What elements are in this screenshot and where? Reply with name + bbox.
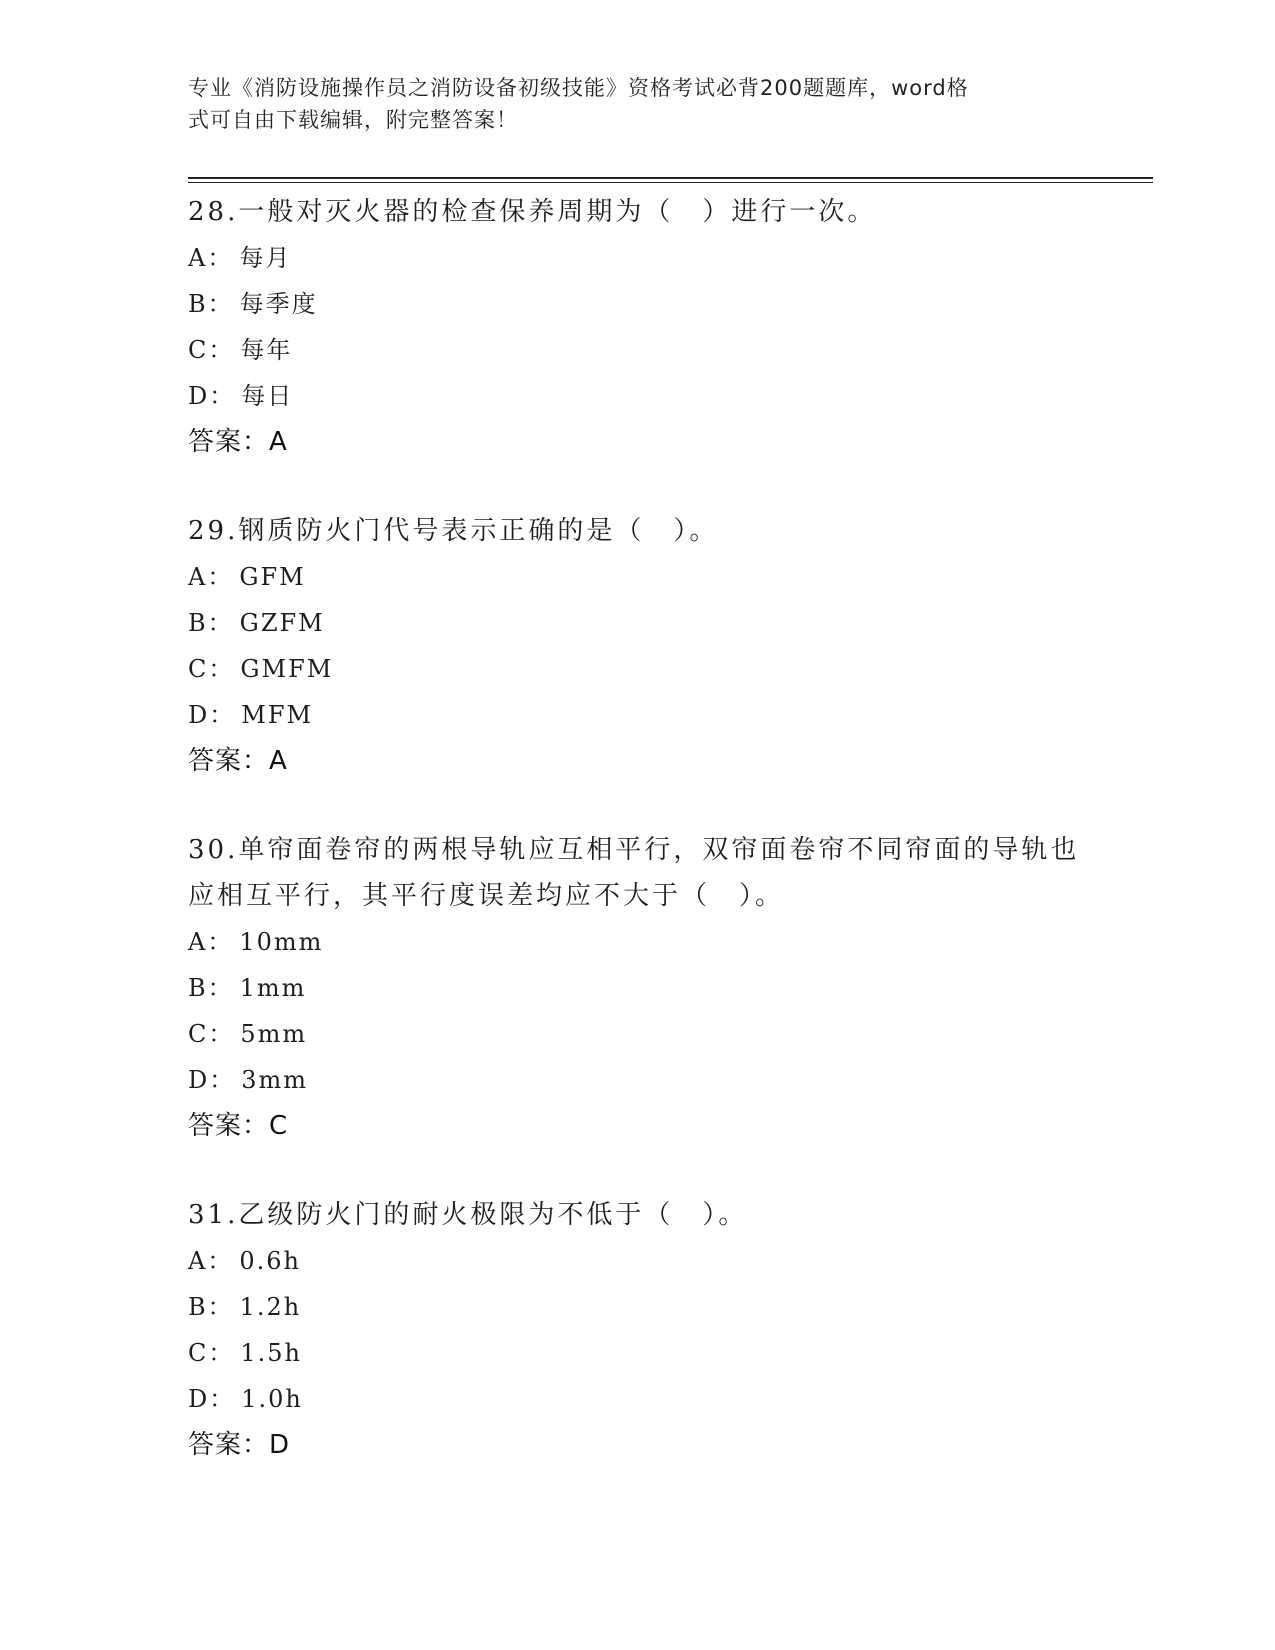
option-b: [188, 600, 1088, 646]
option-value: 每日: [241, 382, 294, 410]
option-value: 5mm: [240, 1020, 308, 1048]
answer-text: 答案：C: [188, 1111, 289, 1141]
option-key: B：: [188, 1293, 234, 1321]
option-key: A：: [188, 244, 234, 272]
option-a: [188, 554, 1088, 600]
option-value: GFM: [239, 563, 306, 591]
option-value: 1.5h: [240, 1339, 302, 1367]
answer-text: 答案：D: [188, 1430, 291, 1460]
option-key: D：: [188, 1066, 236, 1094]
option-key: A：: [188, 928, 234, 956]
option-key: C：: [188, 1020, 235, 1048]
question-text: 29.钢质防火门代号表示正确的是（ ）。: [188, 516, 719, 546]
option-key: C：: [188, 336, 235, 364]
header-line-2: 式可自由下载编辑，附完整答案！: [188, 108, 518, 132]
option-value: MFM: [241, 701, 314, 729]
option-b: [188, 965, 1088, 1011]
option-b: [188, 1284, 1088, 1330]
option-value: GMFM: [240, 655, 334, 683]
option-d: [188, 1057, 1088, 1103]
option-key: C：: [188, 655, 235, 683]
answer-text: 答案：A: [188, 427, 288, 457]
option-d: [188, 692, 1088, 738]
question-text: 31.乙级防火门的耐火极限为不低于（ ）。: [188, 1200, 748, 1230]
question-29: [188, 508, 1088, 784]
option-d: [188, 1376, 1088, 1422]
option-key: D：: [188, 1385, 236, 1413]
option-c: [188, 1330, 1088, 1376]
option-key: B：: [188, 609, 234, 637]
question-30: [188, 827, 1088, 1149]
option-value: 0.6h: [239, 1247, 301, 1275]
option-value: GZFM: [239, 609, 325, 637]
header-line-1: 专业《消防设施操作员之消防设备初级技能》资格考试必背200题题库，word格: [188, 76, 969, 100]
option-value: 每月: [239, 244, 292, 272]
answer-text: 答案：A: [188, 746, 288, 776]
question-28: [188, 189, 1088, 465]
option-key: A：: [188, 563, 234, 591]
option-b: [188, 281, 1088, 327]
option-a: [188, 235, 1088, 281]
question-31: [188, 1192, 1088, 1468]
option-value: 3mm: [241, 1066, 309, 1094]
option-value: 每季度: [239, 290, 318, 318]
option-value: 每年: [240, 336, 293, 364]
option-value: 1.2h: [239, 1293, 302, 1321]
option-c: [188, 1011, 1088, 1057]
option-key: C：: [188, 1339, 235, 1367]
option-value: 10mm: [239, 928, 324, 956]
option-key: A：: [188, 1247, 234, 1275]
question-text: 30.单帘面卷帘的两根导轨应互相平行，双帘面卷帘不同帘面的导轨也: [188, 835, 1080, 865]
option-c: [188, 646, 1088, 692]
option-key: B：: [188, 974, 234, 1002]
header-divider-thin: [188, 182, 1153, 183]
header-divider-thick: [188, 177, 1153, 179]
document-header: [188, 72, 1088, 136]
option-key: B：: [188, 290, 234, 318]
question-text: 28.一般对灭火器的检查保养周期为（ ）进行一次。: [188, 197, 877, 227]
question-text-line-2: 应相互平行，其平行度误差均应不大于（ ）。: [188, 881, 785, 911]
option-c: [188, 327, 1088, 373]
option-value: 1mm: [239, 974, 307, 1002]
option-d: [188, 373, 1088, 419]
option-value: 1.0h: [241, 1385, 303, 1413]
option-a: [188, 919, 1088, 965]
option-key: D：: [188, 382, 236, 410]
option-key: D：: [188, 701, 236, 729]
option-a: [188, 1238, 1088, 1284]
